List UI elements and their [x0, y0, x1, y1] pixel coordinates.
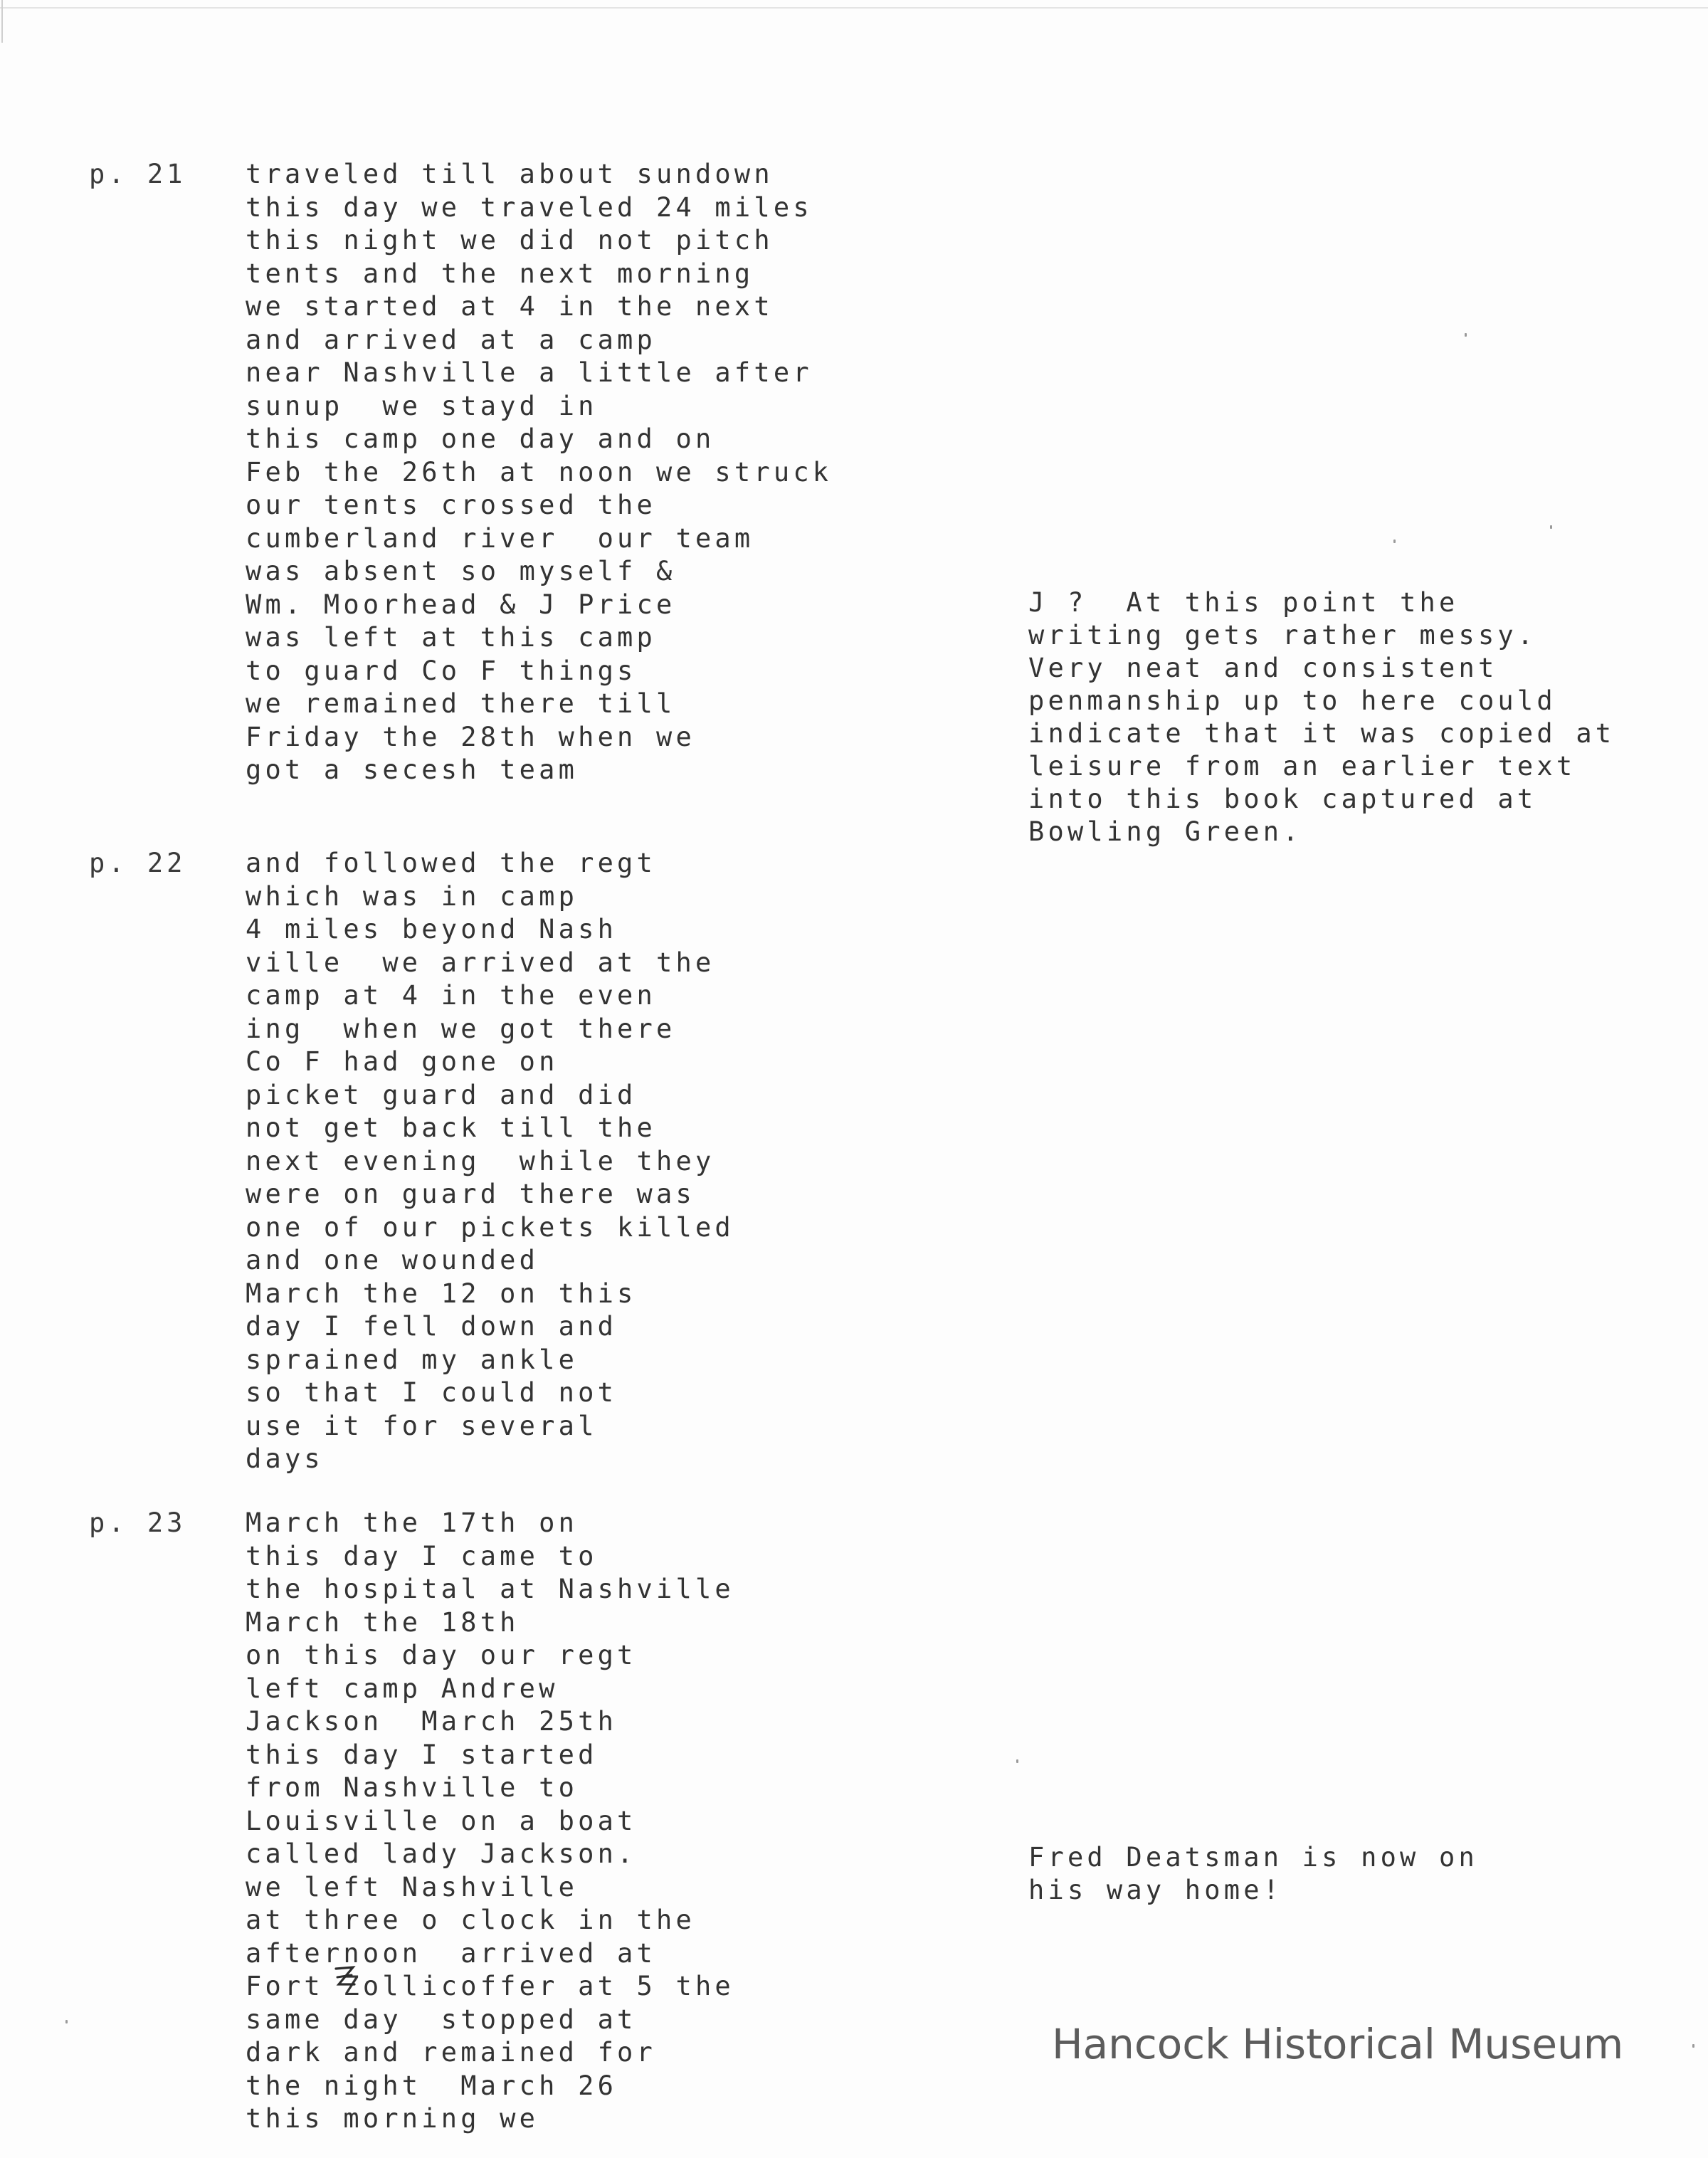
- scan-speck: [1692, 2044, 1694, 2048]
- text-line: camp at 4 in the even: [246, 980, 656, 1011]
- transcript-text: [246, 1507, 734, 2136]
- text-line: Friday the 28th when we: [246, 721, 695, 752]
- text-line: our tents crossed the: [246, 490, 656, 520]
- note-line: penmanship up to here could: [1028, 685, 1556, 716]
- text-line: we remained there till: [246, 688, 676, 719]
- transcript-text: [246, 847, 734, 1476]
- text-line: Co F had gone on: [246, 1046, 559, 1077]
- note-line: indicate that it was copied at: [1028, 718, 1615, 749]
- scan-speck: [1465, 333, 1467, 337]
- text-line: tents and the next morning: [246, 258, 754, 289]
- text-line: to guard Co F things: [246, 655, 637, 686]
- text-line: one of our pickets killed: [246, 1211, 734, 1243]
- text-line: were on guard there was: [246, 1179, 695, 1209]
- text-line: the hospital at Nashville: [246, 1574, 734, 1604]
- scan-speck: [1393, 540, 1396, 543]
- scan-speck: [1550, 525, 1552, 529]
- text-line: called lady Jackson.: [246, 1838, 637, 1869]
- text-line: dark and remained for: [246, 2037, 656, 2068]
- text-line: on this day our regt: [246, 1640, 637, 1670]
- note-line: Fred Deatsman is now on: [1028, 1842, 1478, 1873]
- text-line: picket guard and did: [246, 1079, 637, 1110]
- margin-note-messy-writing: [1028, 586, 1615, 848]
- text-line: March the 12 on this: [246, 1278, 637, 1309]
- text-line: March the 17th on: [246, 1507, 579, 1538]
- text-line: day I fell down and: [246, 1311, 618, 1342]
- text-line: same day stopped at: [246, 2004, 637, 2035]
- text-line: and one wounded: [246, 1245, 539, 1275]
- note-line: into this book captured at: [1028, 784, 1537, 814]
- text-line: this night we did not pitch: [246, 225, 774, 256]
- text-line: Feb the 26th at noon we struck: [246, 456, 833, 488]
- transcript-text: [246, 158, 832, 787]
- text-line: got a secesh team: [246, 754, 579, 785]
- text-line: next evening while they: [246, 1145, 715, 1177]
- scan-speck: [1016, 1759, 1018, 1763]
- text-line: 4 miles beyond Nash: [246, 914, 618, 944]
- page-label: p. 21: [89, 159, 186, 189]
- page-label: p. 23: [89, 1507, 186, 1538]
- note-line: Very neat and consistent: [1028, 653, 1498, 683]
- text-line: Wm. Moorhead & J Price: [246, 589, 676, 620]
- text-line: which was in camp: [246, 880, 579, 912]
- note-line: leisure from an earlier text: [1028, 751, 1576, 781]
- text-line: and followed the regt: [246, 848, 656, 878]
- note-line: writing gets rather messy.: [1028, 620, 1537, 651]
- scan-speck: [65, 2020, 68, 2023]
- handwritten-strike-mark: [333, 1963, 357, 1991]
- text-line: this day we traveled 24 miles: [246, 191, 813, 223]
- text-line: this day I came to: [246, 1540, 598, 1572]
- margin-note-deatsman: [1028, 1841, 1478, 1907]
- text-line: afternoon arrived at: [246, 1937, 656, 1969]
- museum-watermark: Hancock Historical Museum: [1052, 2020, 1624, 2068]
- text-line: ville we arrived at the: [246, 947, 715, 978]
- text-line: and arrived at a camp: [246, 324, 656, 355]
- text-line: not get back till the: [246, 1112, 656, 1143]
- text-line: this camp one day and on: [246, 423, 715, 454]
- text-line: so that I could not: [246, 1377, 618, 1408]
- text-line: sprained my ankle: [246, 1344, 579, 1375]
- text-line: was absent so myself &: [246, 556, 676, 586]
- text-line: Jackson March 25th: [246, 1706, 618, 1737]
- text-line: at three o clock in the: [246, 1905, 695, 1935]
- scan-left-mark: [1, 0, 3, 43]
- text-line: we started at 4 in the next: [246, 291, 774, 322]
- scan-top-edge: [0, 7, 1708, 9]
- text-line: traveled till about sundown: [246, 159, 774, 189]
- text-line: ing when we got there: [246, 1013, 676, 1044]
- text-line: Fort Zollicoffer at 5 the: [246, 1971, 734, 2001]
- text-line: Louisville on a boat: [246, 1805, 637, 1836]
- text-line: this day I started: [246, 1739, 598, 1770]
- text-line: from Nashville to: [246, 1772, 579, 1803]
- text-line: use it for several: [246, 1410, 598, 1441]
- text-line: left camp Andrew: [246, 1673, 559, 1704]
- text-line: the night March 26: [246, 2070, 618, 2101]
- page-label: p. 22: [89, 848, 186, 878]
- note-line: his way home!: [1028, 1875, 1283, 1905]
- text-line: near Nashville a little after: [246, 357, 813, 388]
- note-line: Bowling Green.: [1028, 816, 1302, 847]
- text-line: days: [246, 1443, 324, 1474]
- text-line: we left Nashville: [246, 1871, 579, 1902]
- text-line: March the 18th: [246, 1606, 520, 1638]
- note-line: J ? At this point the: [1028, 587, 1459, 618]
- text-line: was left at this camp: [246, 622, 656, 653]
- text-line: this morning we: [246, 2103, 539, 2134]
- text-line: cumberland river our team: [246, 522, 754, 554]
- text-line: sunup we stayd in: [246, 390, 598, 421]
